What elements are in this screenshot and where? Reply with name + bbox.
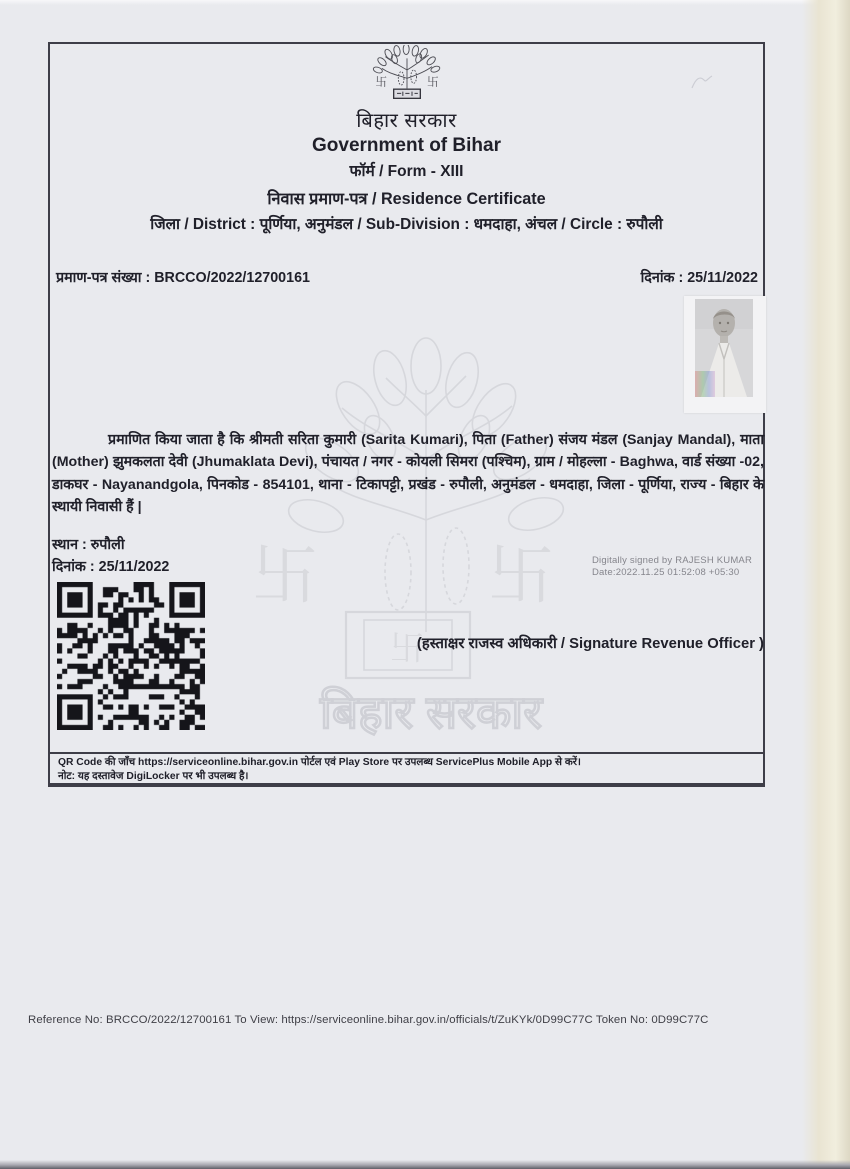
date-line: दिनांक : 25/11/2022 bbox=[52, 559, 170, 575]
government-name: Government of Bihar bbox=[312, 135, 501, 156]
qr-code bbox=[57, 582, 205, 730]
certificate-meta-row bbox=[56, 268, 758, 287]
certificate-body-paragraph: प्रमाणित किया जाता है कि श्रीमती सरिता कुमारी (Sarita Kumari), पिता (Father) संजय मंडल (Sanjay Mandal), माता (Mother) झुमकलता देवी (Jhumaklata Devi), पंचायत / नगर - कोयली सिमरा (पश्चिम), ग्राम / मोहल्ला - Baghwa, वार्ड संख्या -02, डाकघर - Nayanandgola, पिनकोड - 854101, थाना - टिकापट्टी, प्रखंड - रुपौली, अनुमंडल - धमदाहा, जिला - पूर्णिया, राज्य - बिहार के स्थायी निवासी हैं | bbox=[52, 432, 764, 516]
applicant-photo-image bbox=[695, 299, 753, 397]
issue-date: दिनांक : 25/11/2022 bbox=[640, 270, 758, 286]
svg-text:卐: 卐 bbox=[390, 629, 424, 669]
place-date-block bbox=[52, 534, 169, 578]
certificate-title-block bbox=[48, 187, 765, 234]
bihar-emblem-icon bbox=[357, 45, 457, 105]
district-subdivision-circle-line: जिला / District : पूर्णिया, अनुमंडल / Sub-Division : धमदाहा, अंचल / Circle : रुपौली bbox=[150, 216, 663, 233]
paper-right-edge bbox=[802, 0, 850, 1169]
watermark-text: बिहार सरकार bbox=[319, 686, 543, 738]
svg-text:卐: 卐 bbox=[488, 537, 554, 614]
svg-text:卐: 卐 bbox=[426, 74, 439, 89]
digilocker-note: नोट: यह दस्तावेज DigiLocker पर भी उपलब्ध है। bbox=[58, 770, 249, 782]
certificate-number: प्रमाण-पत्र संख्या : BRCCO/2022/12700161 bbox=[56, 270, 310, 286]
qr-verification-note: QR Code की जाँच https://serviceonline.bihar.gov.in पोर्टल एवं Play Store पर उपलब्ध ServicePlus Mobile App से करें। bbox=[58, 757, 581, 768]
form-number: फॉर्म / Form - XIII bbox=[349, 163, 464, 180]
digital-signature-text bbox=[592, 555, 752, 578]
digital-signature-line2: Date:2022.11.25 01:52:08 +05:30 bbox=[592, 566, 740, 578]
certificate-header bbox=[48, 45, 765, 181]
signature-revenue-officer-caption: (हस्ताक्षर राजस्व अधिकारी / Signature Revenue Officer ) bbox=[416, 636, 764, 652]
certificate-title: निवास प्रमाण-पत्र / Residence Certificate bbox=[267, 190, 546, 208]
place-line: स्थान : रुपौली bbox=[52, 537, 125, 553]
footer-notes-box bbox=[48, 752, 765, 787]
reference-footer: Reference No: BRCCO/2022/12700161 To View: https://serviceonline.bihar.gov.in/officials/t/ZuKYk/0D99C77C Token No: 0D99C77C bbox=[28, 1014, 709, 1026]
paper-top-edge bbox=[0, 0, 850, 5]
paper-bottom-edge bbox=[0, 1160, 850, 1169]
state-name-hindi: बिहार सरकार bbox=[356, 110, 457, 132]
svg-text:卐: 卐 bbox=[374, 74, 387, 89]
digital-signature-line1: Digitally signed by RAJESH KUMAR bbox=[592, 555, 753, 566]
applicant-photo bbox=[684, 296, 766, 413]
svg-text:卐: 卐 bbox=[252, 537, 318, 614]
pencil-mark bbox=[688, 72, 716, 94]
